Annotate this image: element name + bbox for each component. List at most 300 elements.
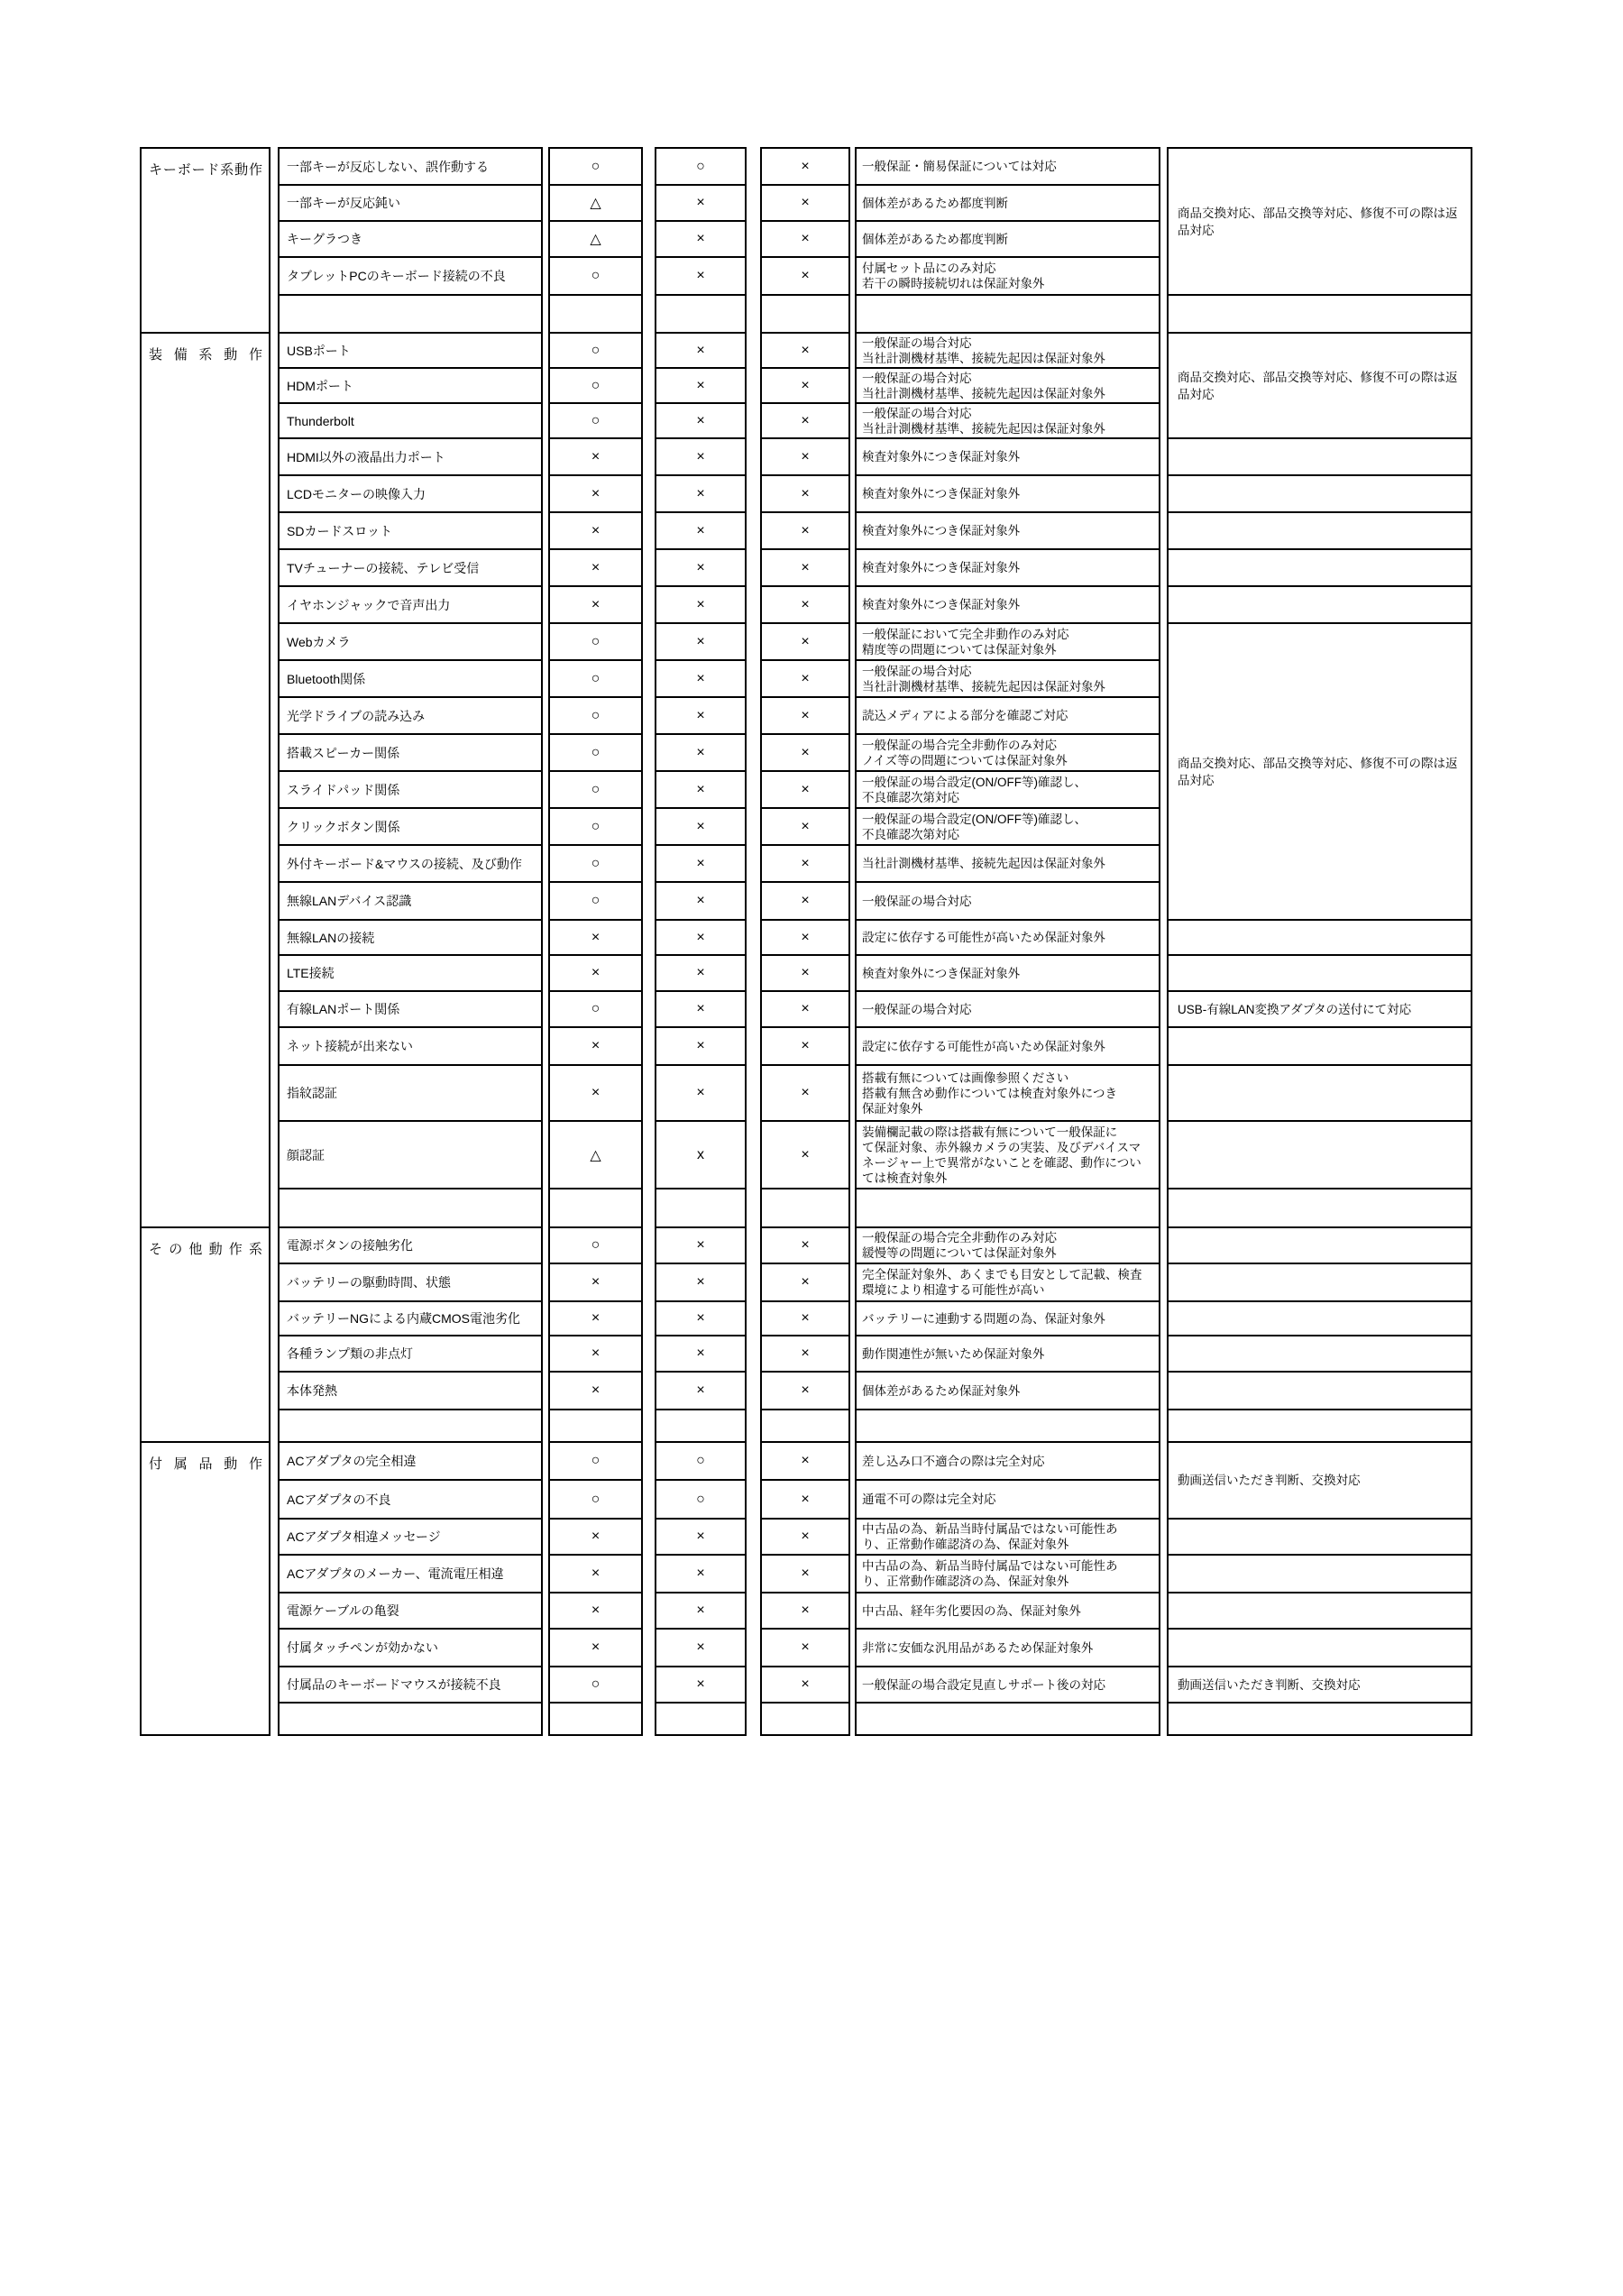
description-line: 当社計測機材基準、接続先起因は保証対象外 — [862, 386, 1105, 400]
symbol-cell: × — [762, 954, 848, 990]
symbol-cell: × — [762, 1666, 848, 1702]
description-cell — [857, 585, 1159, 622]
symbol-cell: ○ — [550, 990, 641, 1026]
spacer-cell — [1169, 511, 1471, 548]
description-line: 付属セット品にのみ対応 — [862, 262, 996, 275]
description-line: 当社計測機材基準、接続先起因は保証対象外 — [862, 421, 1105, 436]
symbol-cell: △ — [550, 220, 641, 256]
item-cell: 電源ケーブルの亀裂 — [280, 1592, 541, 1628]
spacer-cell — [1169, 548, 1471, 585]
spacer-cell — [857, 1702, 1159, 1736]
description-line: 検査対象外につき保証対象外 — [862, 598, 1021, 611]
description-line: り、正常動作確認済の為、保証対象外 — [862, 1538, 1069, 1551]
description-line: 一般保証の場合対応 — [862, 1002, 972, 1016]
category-cell — [142, 1441, 269, 1736]
item-column — [278, 147, 543, 1736]
description-cell — [857, 1479, 1159, 1518]
symbol-column-2 — [655, 147, 747, 1736]
symbol-cell: × — [656, 1335, 745, 1371]
description-cell — [857, 622, 1159, 659]
symbol-cell: ○ — [550, 256, 641, 294]
item-cell: USBポート — [280, 332, 541, 367]
note-cell: 動画送信いただき判断、交換対応 — [1169, 1666, 1471, 1702]
symbol-column-1 — [548, 147, 643, 1736]
symbol-cell: × — [762, 919, 848, 954]
symbol-cell: ○ — [550, 1226, 641, 1263]
symbol-cell: × — [656, 585, 745, 622]
description-line: 一般保証の場合対応 — [862, 335, 972, 350]
category-column — [140, 147, 270, 1736]
item-cell: 一部キーが反応しない、誤作動する — [280, 147, 541, 184]
spacer-cell — [1169, 919, 1471, 954]
description-cell — [857, 437, 1159, 474]
symbol-cell: × — [762, 844, 848, 881]
spacer-cell — [280, 1409, 541, 1441]
note-column — [1167, 147, 1472, 1736]
description-line: 検査対象外につき保証対象外 — [862, 561, 1021, 574]
description-cell — [857, 1026, 1159, 1064]
symbol-cell: × — [762, 367, 848, 402]
description-line: 一般保証の場合完全非動作のみ対応 — [862, 1231, 1057, 1244]
symbol-cell: × — [656, 1628, 745, 1666]
spacer-cell — [1169, 474, 1471, 511]
symbol-cell: × — [762, 733, 848, 770]
description-line: 個体差があるため都度判断 — [862, 232, 1008, 246]
symbol-cell: × — [656, 1226, 745, 1263]
symbol-cell: × — [762, 1120, 848, 1188]
symbol-cell: × — [762, 256, 848, 294]
symbol-cell: ○ — [550, 807, 641, 844]
symbol-cell: ○ — [656, 1479, 745, 1518]
item-cell: 一部キーが反応鈍い — [280, 184, 541, 220]
symbol-cell: × — [762, 1026, 848, 1064]
symbol-cell: × — [762, 1263, 848, 1300]
description-line: り、正常動作確認済の為、保証対象外 — [862, 1575, 1069, 1588]
symbol-cell: × — [550, 548, 641, 585]
spacer-cell — [762, 1188, 848, 1226]
description-cell — [857, 1592, 1159, 1628]
description-cell — [857, 881, 1159, 919]
description-cell — [857, 1554, 1159, 1592]
note-cell: 商品交換対応、部品交換等対応、修復不可の際は返品対応 — [1169, 622, 1471, 919]
description-cell — [857, 511, 1159, 548]
symbol-cell: × — [762, 511, 848, 548]
note-cell: 商品交換対応、部品交換等対応、修復不可の際は返品対応 — [1169, 332, 1471, 437]
spacer-cell — [1169, 1120, 1471, 1188]
symbol-cell: × — [550, 474, 641, 511]
symbol-cell: × — [656, 474, 745, 511]
item-cell: HDMポート — [280, 367, 541, 402]
description-line: 一般保証の場合設定(ON/OFF等)確認し、 — [862, 812, 1087, 826]
symbol-cell: × — [762, 1628, 848, 1666]
symbol-cell: × — [656, 548, 745, 585]
description-line: て保証対象、赤外線カメラの実装、及びデバイスマ — [862, 1140, 1142, 1154]
symbol-cell: × — [762, 1064, 848, 1120]
description-line: ては検査対象外 — [862, 1171, 948, 1185]
symbol-cell: △ — [550, 1120, 641, 1188]
item-cell: TVチューナーの接続、テレビ受信 — [280, 548, 541, 585]
spacer-cell — [550, 1409, 641, 1441]
item-cell: 搭載スピーカー関係 — [280, 733, 541, 770]
description-cell — [857, 807, 1159, 844]
description-cell — [857, 659, 1159, 696]
symbol-cell: × — [550, 1518, 641, 1554]
spacer-cell — [762, 1409, 848, 1441]
description-line: 若干の瞬時接続切れは保証対象外 — [862, 277, 1045, 290]
symbol-cell: × — [656, 990, 745, 1026]
note-cell: 商品交換対応、部品交換等対応、修復不可の際は返品対応 — [1169, 147, 1471, 294]
item-cell: LTE接続 — [280, 954, 541, 990]
symbol-cell: × — [656, 770, 745, 807]
spacer-cell — [550, 1702, 641, 1736]
symbol-cell: × — [762, 1518, 848, 1554]
category-label: 付属品動作 — [149, 1456, 262, 1472]
symbol-cell: × — [656, 402, 745, 437]
description-cell — [857, 844, 1159, 881]
symbol-cell: × — [656, 367, 745, 402]
symbol-cell: × — [762, 548, 848, 585]
spacer-cell — [1169, 1371, 1471, 1409]
symbol-cell: × — [762, 1300, 848, 1335]
description-cell — [857, 402, 1159, 437]
symbol-cell: × — [762, 659, 848, 696]
description-line: 不良確認次第対応 — [862, 790, 959, 804]
description-line: 当社計測機材基準、接続先起因は保証対象外 — [862, 857, 1105, 870]
spacer-cell — [1169, 954, 1471, 990]
symbol-cell: × — [550, 1628, 641, 1666]
description-cell — [857, 1300, 1159, 1335]
spacer-cell — [857, 1409, 1159, 1441]
description-cell — [857, 367, 1159, 402]
description-cell — [857, 256, 1159, 294]
item-cell: ACアダプタ相違メッセージ — [280, 1518, 541, 1554]
item-cell: スライドパッド関係 — [280, 770, 541, 807]
description-cell — [857, 332, 1159, 367]
description-cell — [857, 474, 1159, 511]
description-line: 一般保証の場合設定(ON/OFF等)確認し、 — [862, 775, 1087, 789]
spacer-cell — [656, 1702, 745, 1736]
symbol-cell: × — [656, 844, 745, 881]
spacer-cell — [1169, 1702, 1471, 1736]
symbol-cell: × — [550, 1335, 641, 1371]
symbol-cell: × — [762, 696, 848, 733]
spacer-cell — [1169, 1518, 1471, 1554]
symbol-cell: ○ — [656, 147, 745, 184]
symbol-cell: × — [656, 1263, 745, 1300]
category-cell — [142, 147, 269, 332]
item-cell: 光学ドライブの読み込み — [280, 696, 541, 733]
symbol-cell: × — [656, 696, 745, 733]
spacer-cell — [857, 1188, 1159, 1226]
description-line: バッテリーに連動する問題の為、保証対象外 — [862, 1311, 1105, 1326]
description-line: 中古品の為、新品当時付属品ではない可能性あ — [862, 1559, 1118, 1573]
symbol-cell: ○ — [550, 622, 641, 659]
item-cell: 無線LANの接続 — [280, 919, 541, 954]
symbol-cell: ○ — [550, 733, 641, 770]
description-cell — [857, 733, 1159, 770]
symbol-cell: × — [762, 1554, 848, 1592]
symbol-cell: × — [762, 990, 848, 1026]
symbol-cell: × — [550, 1300, 641, 1335]
item-cell: 付属品のキーボードマウスが接続不良 — [280, 1666, 541, 1702]
item-cell: 付属タッチペンが効かない — [280, 1628, 541, 1666]
symbol-cell: x — [656, 1120, 745, 1188]
item-cell: 本体発熱 — [280, 1371, 541, 1409]
item-cell: タブレットPCのキーボード接続の不良 — [280, 256, 541, 294]
spacer-cell — [1169, 1628, 1471, 1666]
item-cell: HDMI以外の液晶出力ポート — [280, 437, 541, 474]
spacer-cell — [1169, 1188, 1471, 1226]
symbol-cell: × — [550, 1263, 641, 1300]
symbol-cell: × — [656, 1518, 745, 1554]
symbol-cell: × — [550, 1592, 641, 1628]
description-line: 一般保証の場合設定見直しサポート後の対応 — [862, 1677, 1105, 1692]
category-label: その他動作系 — [149, 1242, 262, 1257]
symbol-cell: × — [656, 919, 745, 954]
description-cell — [857, 1371, 1159, 1409]
item-cell: クリックボタン関係 — [280, 807, 541, 844]
description-cell — [857, 1666, 1159, 1702]
symbol-cell: × — [656, 220, 745, 256]
symbol-cell: × — [762, 402, 848, 437]
item-cell: SDカードスロット — [280, 511, 541, 548]
spacer-cell — [1169, 294, 1471, 332]
item-cell: キーグラつき — [280, 220, 541, 256]
description-line: 検査対象外につき保証対象外 — [862, 966, 1021, 980]
spacer-cell — [1169, 1226, 1471, 1263]
description-line: 当社計測機材基準、接続先起因は保証対象外 — [862, 679, 1105, 693]
symbol-cell: ○ — [550, 659, 641, 696]
symbol-cell: × — [762, 807, 848, 844]
description-cell — [857, 919, 1159, 954]
symbol-cell: × — [550, 1554, 641, 1592]
spacer-cell — [550, 1188, 641, 1226]
symbol-cell: ○ — [550, 402, 641, 437]
symbol-cell: × — [762, 332, 848, 367]
description-line: 個体差があるため保証対象外 — [862, 1383, 1021, 1398]
symbol-cell: × — [656, 256, 745, 294]
spacer-cell — [280, 1702, 541, 1736]
description-line: 検査対象外につき保証対象外 — [862, 487, 1021, 501]
symbol-cell: × — [656, 1592, 745, 1628]
spacer-cell — [280, 294, 541, 332]
symbol-cell: × — [656, 954, 745, 990]
description-line: 検査対象外につき保証対象外 — [862, 450, 1021, 464]
symbol-cell: × — [550, 1026, 641, 1064]
description-line: ノイズ等の問題については保証対象外 — [862, 753, 1068, 767]
symbol-cell: ○ — [550, 1479, 641, 1518]
description-line: 搭載有無については画像参照ください — [862, 1070, 1069, 1085]
spacer-cell — [1169, 1064, 1471, 1120]
description-line: 一般保証の場合対応 — [862, 406, 972, 420]
note-cell: 動画送信いただき判断、交換対応 — [1169, 1441, 1471, 1518]
description-line: ネージャー上で異常がないことを確認、動作につい — [862, 1155, 1142, 1170]
symbol-cell: ○ — [550, 367, 641, 402]
symbol-cell: ○ — [656, 1441, 745, 1479]
description-line: 中古品、経年劣化要因の為、保証対象外 — [862, 1603, 1081, 1618]
category-label: 装備系動作 — [149, 347, 262, 363]
description-line: 装備欄記載の際は搭載有無について一般保証に — [862, 1125, 1118, 1139]
spacer-cell — [1169, 1026, 1471, 1064]
description-cell — [857, 990, 1159, 1026]
description-line: 差し込み口不適合の際は完全対応 — [862, 1454, 1045, 1468]
symbol-cell: × — [762, 184, 848, 220]
description-line: 完全保証対象外、あくまでも目安として記載、検査 — [862, 1268, 1142, 1281]
symbol-cell: ○ — [550, 1441, 641, 1479]
spacer-cell — [656, 1188, 745, 1226]
symbol-cell: ○ — [550, 1666, 641, 1702]
symbol-cell: × — [656, 1064, 745, 1120]
description-cell — [857, 1226, 1159, 1263]
description-cell — [857, 1120, 1159, 1188]
description-line: 当社計測機材基準、接続先起因は保証対象外 — [862, 351, 1105, 365]
description-cell — [857, 220, 1159, 256]
symbol-cell: × — [762, 1479, 848, 1518]
symbol-cell: × — [656, 622, 745, 659]
description-line: 一般保証の場合対応 — [862, 894, 972, 908]
description-cell — [857, 1628, 1159, 1666]
symbol-cell: × — [762, 220, 848, 256]
description-cell — [857, 954, 1159, 990]
symbol-cell: × — [656, 881, 745, 919]
symbol-cell: × — [656, 511, 745, 548]
symbol-cell: × — [762, 1441, 848, 1479]
description-line: 不良確認次第対応 — [862, 827, 959, 841]
item-cell: 各種ランプ類の非点灯 — [280, 1335, 541, 1371]
spacer-cell — [1169, 1554, 1471, 1592]
item-cell: ネット接続が出来ない — [280, 1026, 541, 1064]
symbol-cell: △ — [550, 184, 641, 220]
description-cell — [857, 548, 1159, 585]
item-cell: 電源ボタンの接触劣化 — [280, 1226, 541, 1263]
symbol-cell: × — [762, 147, 848, 184]
description-line: 検査対象外につき保証対象外 — [862, 524, 1021, 537]
spacer-cell — [762, 294, 848, 332]
description-cell — [857, 184, 1159, 220]
spacer-cell — [1169, 1335, 1471, 1371]
category-label: キーボード系動作 — [149, 162, 262, 178]
item-cell: 外付キーボード&マウスの接続、及び動作 — [280, 844, 541, 881]
symbol-cell: × — [656, 1666, 745, 1702]
spacer-cell — [1169, 1263, 1471, 1300]
symbol-cell: × — [656, 1554, 745, 1592]
symbol-cell: × — [550, 585, 641, 622]
description-cell — [857, 696, 1159, 733]
item-cell: Thunderbolt — [280, 402, 541, 437]
description-cell — [857, 1518, 1159, 1554]
note-cell: USB-有線LAN変換アダプタの送付にて対応 — [1169, 990, 1471, 1026]
symbol-cell: × — [656, 184, 745, 220]
spacer-cell — [857, 294, 1159, 332]
category-cell — [142, 1226, 269, 1441]
description-line: 一般保証において完全非動作のみ対応 — [862, 627, 1069, 641]
warranty-table — [140, 147, 1472, 1736]
description-line: 中古品の為、新品当時付属品ではない可能性あ — [862, 1522, 1118, 1536]
description-line: 通電不可の際は完全対応 — [862, 1492, 996, 1506]
description-line: 設定に依存する可能性が高いため保証対象外 — [862, 1039, 1105, 1053]
description-cell — [857, 1064, 1159, 1120]
item-cell: バッテリーNGによる内蔵CMOS電池劣化 — [280, 1300, 541, 1335]
symbol-cell: × — [762, 622, 848, 659]
symbol-cell: × — [656, 1371, 745, 1409]
symbol-cell: × — [550, 954, 641, 990]
description-line: 一般保証・簡易保証については対応 — [862, 160, 1057, 173]
symbol-cell: × — [762, 437, 848, 474]
description-cell — [857, 770, 1159, 807]
symbol-cell: ○ — [550, 844, 641, 881]
symbol-cell: × — [656, 807, 745, 844]
symbol-cell: × — [762, 1335, 848, 1371]
symbol-cell: × — [550, 437, 641, 474]
item-cell: 指紋認証 — [280, 1064, 541, 1120]
spacer-cell — [762, 1702, 848, 1736]
description-line: 設定に依存する可能性が高いため保証対象外 — [862, 931, 1105, 944]
symbol-cell: × — [762, 585, 848, 622]
symbol-cell: × — [656, 1026, 745, 1064]
item-cell: ACアダプタの完全相違 — [280, 1441, 541, 1479]
description-cell — [857, 147, 1159, 184]
spacer-cell — [1169, 437, 1471, 474]
description-column — [855, 147, 1160, 1736]
symbol-cell: ○ — [550, 770, 641, 807]
symbol-cell: × — [550, 919, 641, 954]
symbol-cell: ○ — [550, 332, 641, 367]
spacer-cell — [1169, 1592, 1471, 1628]
symbol-cell: × — [762, 1371, 848, 1409]
category-cell — [142, 332, 269, 1226]
symbol-cell: × — [762, 1592, 848, 1628]
description-line: 一般保証の場合完全非動作のみ対応 — [862, 738, 1057, 752]
symbol-cell: × — [656, 733, 745, 770]
symbol-cell: ○ — [550, 696, 641, 733]
symbol-cell: × — [656, 1300, 745, 1335]
description-line: 一般保証の場合対応 — [862, 371, 972, 385]
symbol-cell: × — [656, 332, 745, 367]
description-cell — [857, 1335, 1159, 1371]
symbol-cell: × — [762, 881, 848, 919]
description-line: 一般保証の場合対応 — [862, 664, 972, 678]
item-cell: ACアダプタの不良 — [280, 1479, 541, 1518]
item-cell: Bluetooth関係 — [280, 659, 541, 696]
description-cell — [857, 1441, 1159, 1479]
item-cell: 有線LANポート関係 — [280, 990, 541, 1026]
item-cell: イヤホンジャックで音声出力 — [280, 585, 541, 622]
description-line: 保証対象外 — [862, 1101, 923, 1116]
item-cell: Webカメラ — [280, 622, 541, 659]
symbol-cell: × — [762, 770, 848, 807]
description-line: 動作関連性が無いため保証対象外 — [862, 1346, 1045, 1361]
spacer-cell — [1169, 585, 1471, 622]
item-cell: 無線LANデバイス認識 — [280, 881, 541, 919]
description-line: 読込メディアによる部分を確認ご対応 — [862, 709, 1068, 722]
symbol-cell: × — [762, 1226, 848, 1263]
item-cell: バッテリーの駆動時間、状態 — [280, 1263, 541, 1300]
symbol-column-3 — [760, 147, 850, 1736]
symbol-cell: × — [550, 1064, 641, 1120]
description-line: 非常に安価な汎用品があるため保証対象外 — [862, 1640, 1094, 1655]
spacer-cell — [656, 1409, 745, 1441]
spacer-cell — [1169, 1409, 1471, 1441]
description-line: 個体差があるため都度判断 — [862, 196, 1008, 210]
spacer-cell — [1169, 1300, 1471, 1335]
description-cell — [857, 1263, 1159, 1300]
spacer-cell — [656, 294, 745, 332]
description-line: 環境により相違する可能性が高い — [862, 1283, 1045, 1297]
symbol-cell: × — [550, 1371, 641, 1409]
symbol-cell: × — [656, 659, 745, 696]
symbol-cell: × — [762, 474, 848, 511]
spacer-cell — [280, 1188, 541, 1226]
